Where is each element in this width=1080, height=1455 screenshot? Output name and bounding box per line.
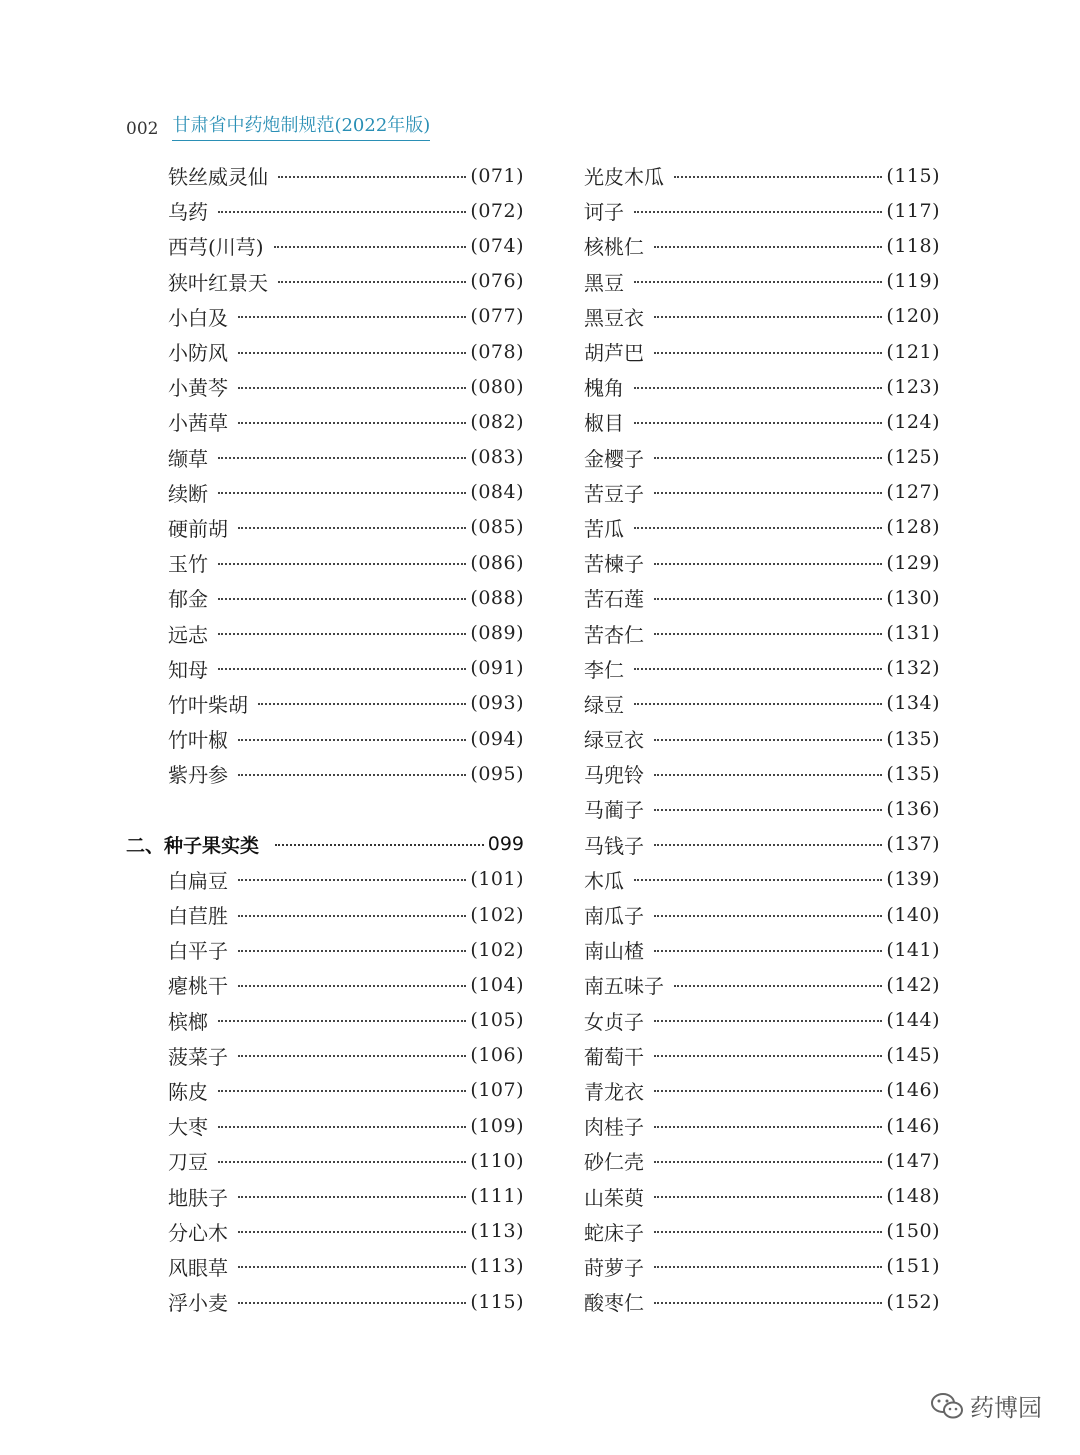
- entry-page: (127): [886, 481, 940, 504]
- toc-entry[interactable]: [584, 1108, 940, 1143]
- entry-name: 知母: [168, 657, 208, 682]
- toc-entry[interactable]: [584, 1284, 940, 1319]
- entry-name: 南五味子: [584, 974, 664, 999]
- toc-entry[interactable]: [126, 1108, 524, 1143]
- toc-entry[interactable]: [126, 932, 524, 967]
- page-header: [126, 114, 430, 141]
- toc-entry[interactable]: [584, 1249, 940, 1284]
- entry-page: (131): [886, 622, 940, 645]
- entry-page: (151): [886, 1255, 940, 1278]
- toc-entry[interactable]: [584, 897, 940, 932]
- entry-page: (137): [886, 833, 940, 856]
- entry-page: (130): [886, 586, 940, 609]
- toc-entry[interactable]: [126, 299, 524, 334]
- entry-name: 竹叶柴胡: [168, 692, 248, 717]
- leader-dots: [238, 1196, 466, 1198]
- entry-page: (132): [886, 657, 940, 680]
- entry-name: 光皮木瓜: [584, 165, 664, 190]
- entry-page: (134): [886, 692, 940, 715]
- leader-dots: [654, 1161, 882, 1163]
- leader-dots: [238, 1231, 466, 1233]
- entry-name: 金樱子: [584, 446, 644, 471]
- leader-dots: [218, 1020, 466, 1022]
- entry-name: 小茜草: [168, 411, 228, 436]
- entry-page: (101): [470, 868, 524, 891]
- toc-entry[interactable]: [584, 1214, 940, 1249]
- toc-entry[interactable]: [126, 440, 524, 475]
- entry-name: 白平子: [168, 939, 228, 964]
- entry-name: 女贞子: [584, 1009, 644, 1034]
- leader-dots: [278, 176, 466, 178]
- entry-name: 苦石莲: [584, 587, 644, 612]
- entry-name: 莳萝子: [584, 1255, 644, 1280]
- toc-entry[interactable]: [126, 193, 524, 228]
- toc-right-column: [584, 158, 940, 1319]
- leader-dots: [218, 598, 466, 600]
- watermark: [930, 1388, 1042, 1423]
- entry-page: (128): [886, 516, 940, 539]
- entry-page: (139): [886, 868, 940, 891]
- leader-dots: [654, 809, 882, 811]
- toc-entry[interactable]: [584, 1038, 940, 1073]
- entry-page: (148): [886, 1185, 940, 1208]
- entry-page: (117): [886, 199, 940, 222]
- entry-name: 浮小麦: [168, 1291, 228, 1316]
- leader-dots: [634, 703, 882, 705]
- leader-dots: [275, 844, 484, 846]
- toc-entry[interactable]: [126, 580, 524, 615]
- wechat-icon: [930, 1391, 964, 1421]
- section-page: 099: [487, 833, 524, 856]
- toc-entry[interactable]: [584, 369, 940, 404]
- entry-name: 苦杏仁: [584, 622, 644, 647]
- toc-entry[interactable]: [584, 791, 940, 826]
- entry-name: 胡芦巴: [584, 341, 644, 366]
- leader-dots: [654, 1126, 882, 1128]
- leader-dots: [238, 1055, 466, 1057]
- entry-page: (145): [886, 1044, 940, 1067]
- toc-entry[interactable]: [126, 264, 524, 299]
- entry-name: 诃子: [584, 200, 624, 225]
- toc-entry[interactable]: [584, 1178, 940, 1213]
- entry-name: 小黄芩: [168, 376, 228, 401]
- toc-entry[interactable]: [584, 1143, 940, 1178]
- entry-page: (104): [470, 973, 524, 996]
- entry-page: (102): [470, 938, 524, 961]
- leader-dots: [654, 457, 882, 459]
- leader-dots: [278, 281, 466, 283]
- toc-entry[interactable]: [584, 334, 940, 369]
- entry-page: (125): [886, 446, 940, 469]
- entry-name: 郁金: [168, 587, 208, 612]
- entry-name: 葡萄干: [584, 1044, 644, 1069]
- leader-dots: [218, 633, 466, 635]
- toc-entry[interactable]: [584, 545, 940, 580]
- toc-entry[interactable]: [584, 756, 940, 791]
- toc-entry[interactable]: [126, 475, 524, 510]
- entry-name: 核桃仁: [584, 235, 644, 260]
- entry-name: 白扁豆: [168, 868, 228, 893]
- entry-page: (144): [886, 1009, 940, 1032]
- toc-entry[interactable]: [126, 1038, 524, 1073]
- entry-page: (118): [886, 234, 940, 257]
- leader-dots: [218, 1161, 466, 1163]
- entry-name: 山茱萸: [584, 1185, 644, 1210]
- leader-dots: [654, 1196, 882, 1198]
- entry-page: (074): [470, 234, 524, 257]
- toc-entry[interactable]: [126, 897, 524, 932]
- toc-entry[interactable]: [126, 862, 524, 897]
- leader-dots: [654, 633, 882, 635]
- entry-name: 马钱子: [584, 833, 644, 858]
- toc-left-column: [126, 158, 524, 1319]
- entry-name: 陈皮: [168, 1079, 208, 1104]
- entry-name: 紫丹参: [168, 763, 228, 788]
- entry-page: (119): [886, 270, 940, 293]
- entry-page: (124): [886, 410, 940, 433]
- entry-page: (089): [470, 622, 524, 645]
- entry-page: (150): [886, 1220, 940, 1243]
- leader-dots: [274, 246, 467, 248]
- leader-dots: [238, 774, 466, 776]
- entry-page: (105): [470, 1009, 524, 1032]
- toc-entry[interactable]: [584, 651, 940, 686]
- page-number: 002: [126, 119, 159, 139]
- entry-name: 菠菜子: [168, 1044, 228, 1069]
- entry-name: 西芎(川芎): [168, 235, 264, 260]
- entry-name: 硬前胡: [168, 516, 228, 541]
- leader-dots: [238, 352, 466, 354]
- toc-section-heading[interactable]: [126, 827, 524, 862]
- toc-entry[interactable]: [584, 264, 940, 299]
- leader-dots: [654, 246, 882, 248]
- leader-dots: [654, 739, 882, 741]
- leader-dots: [654, 1302, 882, 1304]
- entry-name: 绿豆衣: [584, 728, 644, 753]
- toc-entry[interactable]: [584, 158, 940, 193]
- leader-dots: [258, 703, 466, 705]
- leader-dots: [654, 1266, 882, 1268]
- toc-entry[interactable]: [584, 1003, 940, 1038]
- entry-name: 苦豆子: [584, 481, 644, 506]
- entry-page: (141): [886, 938, 940, 961]
- entry-page: (113): [470, 1220, 524, 1243]
- toc-entry[interactable]: [126, 615, 524, 650]
- entry-page: (152): [886, 1290, 940, 1313]
- leader-dots: [654, 316, 882, 318]
- toc-entry[interactable]: [126, 1003, 524, 1038]
- entry-name: 椒目: [584, 411, 624, 436]
- entry-page: (142): [886, 973, 940, 996]
- entry-page: (085): [470, 516, 524, 539]
- leader-dots: [238, 422, 466, 424]
- toc-entry[interactable]: [126, 686, 524, 721]
- entry-page: (082): [470, 410, 524, 433]
- entry-name: 地肤子: [168, 1185, 228, 1210]
- entry-page: (107): [470, 1079, 524, 1102]
- leader-dots: [218, 563, 466, 565]
- book-title: 甘肃省中药炮制规范(2022年版): [172, 114, 430, 141]
- leader-dots: [634, 281, 882, 283]
- toc-entry[interactable]: [126, 756, 524, 791]
- leader-dots: [218, 457, 466, 459]
- toc-entry[interactable]: [126, 1284, 524, 1319]
- entry-name: 南山楂: [584, 939, 644, 964]
- leader-dots: [218, 1090, 466, 1092]
- leader-dots: [238, 915, 466, 917]
- entry-name: 苦楝子: [584, 552, 644, 577]
- toc-entry[interactable]: [126, 228, 524, 263]
- leader-dots: [238, 950, 466, 952]
- leader-dots: [654, 1231, 882, 1233]
- leader-dots: [218, 492, 466, 494]
- leader-dots: [654, 774, 882, 776]
- toc-entry[interactable]: [126, 1143, 524, 1178]
- leader-dots: [654, 1020, 882, 1022]
- toc-entry[interactable]: [584, 228, 940, 263]
- entry-name: 瘪桃干: [168, 974, 228, 999]
- entry-page: (129): [886, 551, 940, 574]
- leader-dots: [238, 985, 466, 987]
- toc-entry[interactable]: [584, 932, 940, 967]
- entry-name: 槟榔: [168, 1009, 208, 1034]
- entry-page: (094): [470, 727, 524, 750]
- entry-name: 风眼草: [168, 1255, 228, 1280]
- entry-page: (102): [470, 903, 524, 926]
- entry-page: (115): [470, 1290, 524, 1313]
- entry-page: (095): [470, 762, 524, 785]
- toc-entry[interactable]: [584, 615, 940, 650]
- entry-name: 竹叶椒: [168, 728, 228, 753]
- leader-dots: [238, 387, 466, 389]
- entry-name: 大枣: [168, 1115, 208, 1140]
- leader-dots: [654, 598, 882, 600]
- entry-name: 李仁: [584, 657, 624, 682]
- entry-name: 绿豆: [584, 692, 624, 717]
- leader-dots: [634, 668, 882, 670]
- entry-name: 马蔺子: [584, 798, 644, 823]
- leader-dots: [238, 1266, 466, 1268]
- entry-name: 白苣胜: [168, 904, 228, 929]
- leader-dots: [218, 668, 466, 670]
- entry-name: 苦瓜: [584, 516, 624, 541]
- entry-page: (093): [470, 692, 524, 715]
- entry-page: (091): [470, 657, 524, 680]
- entry-page: (086): [470, 551, 524, 574]
- leader-dots: [218, 211, 466, 213]
- leader-dots: [674, 985, 882, 987]
- leader-dots: [654, 915, 882, 917]
- leader-dots: [634, 879, 882, 881]
- leader-dots: [634, 422, 882, 424]
- entry-name: 青龙衣: [584, 1079, 644, 1104]
- toc-entry[interactable]: [584, 475, 940, 510]
- entry-page: (072): [470, 199, 524, 222]
- entry-name: 乌药: [168, 200, 208, 225]
- entry-name: 黑豆衣: [584, 305, 644, 330]
- entry-name: 缬草: [168, 446, 208, 471]
- toc-entry[interactable]: [126, 1073, 524, 1108]
- toc-entry[interactable]: [126, 334, 524, 369]
- entry-page: (109): [470, 1114, 524, 1137]
- leader-dots: [238, 316, 466, 318]
- leader-dots: [634, 527, 882, 529]
- entry-name: 木瓜: [584, 868, 624, 893]
- leader-dots: [238, 1302, 466, 1304]
- section-gap: [126, 791, 524, 826]
- toc-entry[interactable]: [126, 1214, 524, 1249]
- entry-page: (088): [470, 586, 524, 609]
- entry-page: (135): [886, 762, 940, 785]
- entry-page: (115): [886, 164, 940, 187]
- entry-page: (121): [886, 340, 940, 363]
- toc-entry[interactable]: [584, 862, 940, 897]
- toc-entry[interactable]: [126, 404, 524, 439]
- leader-dots: [238, 527, 466, 529]
- entry-name: 酸枣仁: [584, 1291, 644, 1316]
- entry-name: 马兜铃: [584, 763, 644, 788]
- entry-name: 黑豆: [584, 270, 624, 295]
- leader-dots: [654, 563, 882, 565]
- toc-entry[interactable]: [126, 369, 524, 404]
- leader-dots: [218, 1126, 466, 1128]
- entry-page: (136): [886, 797, 940, 820]
- toc-entry[interactable]: [584, 827, 940, 862]
- watermark-text: 药博园: [970, 1394, 1042, 1422]
- leader-dots: [634, 211, 882, 213]
- entry-name: 小防风: [168, 341, 228, 366]
- entry-name: 砂仁壳: [584, 1150, 644, 1175]
- entry-name: 小白及: [168, 305, 228, 330]
- entry-page: (146): [886, 1079, 940, 1102]
- entry-page: (076): [470, 270, 524, 293]
- entry-name: 南瓜子: [584, 904, 644, 929]
- entry-page: (113): [470, 1255, 524, 1278]
- toc-entry[interactable]: [126, 1249, 524, 1284]
- toc-entry[interactable]: [126, 651, 524, 686]
- leader-dots: [654, 950, 882, 952]
- entry-name: 远志: [168, 622, 208, 647]
- leader-dots: [654, 844, 882, 846]
- entry-page: (140): [886, 903, 940, 926]
- toc-entry[interactable]: [126, 967, 524, 1002]
- toc-entry[interactable]: [584, 299, 940, 334]
- toc-entry[interactable]: [126, 510, 524, 545]
- entry-page: (147): [886, 1149, 940, 1172]
- leader-dots: [654, 1055, 882, 1057]
- leader-dots: [654, 492, 882, 494]
- toc-entry[interactable]: [126, 721, 524, 756]
- entry-name: 续断: [168, 481, 208, 506]
- toc-entry[interactable]: [584, 1073, 940, 1108]
- entry-page: (071): [470, 164, 524, 187]
- entry-page: (077): [470, 305, 524, 328]
- toc-entry[interactable]: [584, 967, 940, 1002]
- leader-dots: [674, 176, 882, 178]
- leader-dots: [654, 352, 882, 354]
- entry-name: 狭叶红景天: [168, 270, 268, 295]
- entry-name: 槐角: [584, 376, 624, 401]
- entry-name: 铁丝威灵仙: [168, 165, 268, 190]
- toc-entry[interactable]: [126, 545, 524, 580]
- entry-name: 肉桂子: [584, 1115, 644, 1140]
- entry-page: (123): [886, 375, 940, 398]
- entry-page: (078): [470, 340, 524, 363]
- entry-name: 分心木: [168, 1220, 228, 1245]
- leader-dots: [634, 387, 882, 389]
- toc-entry[interactable]: [584, 404, 940, 439]
- entry-page: (084): [470, 481, 524, 504]
- entry-page: (135): [886, 727, 940, 750]
- entry-name: 玉竹: [168, 552, 208, 577]
- entry-page: (080): [470, 375, 524, 398]
- section-title: 二、种子果实类: [126, 834, 260, 857]
- entry-page: (110): [470, 1149, 524, 1172]
- entry-page: (120): [886, 305, 940, 328]
- entry-page: (111): [470, 1185, 524, 1208]
- entry-page: (106): [470, 1044, 524, 1067]
- leader-dots: [654, 1090, 882, 1092]
- entry-name: 刀豆: [168, 1150, 208, 1175]
- toc-entry[interactable]: [584, 510, 940, 545]
- entry-page: (146): [886, 1114, 940, 1137]
- toc-entry[interactable]: [584, 721, 940, 756]
- toc-entry[interactable]: [126, 1178, 524, 1213]
- entry-page: (083): [470, 446, 524, 469]
- leader-dots: [238, 879, 466, 881]
- toc-entry[interactable]: [584, 686, 940, 721]
- toc-entry[interactable]: [584, 580, 940, 615]
- entry-name: 蛇床子: [584, 1220, 644, 1245]
- toc-entry[interactable]: [584, 440, 940, 475]
- leader-dots: [238, 739, 466, 741]
- toc-entry[interactable]: [584, 193, 940, 228]
- toc-entry[interactable]: [126, 158, 524, 193]
